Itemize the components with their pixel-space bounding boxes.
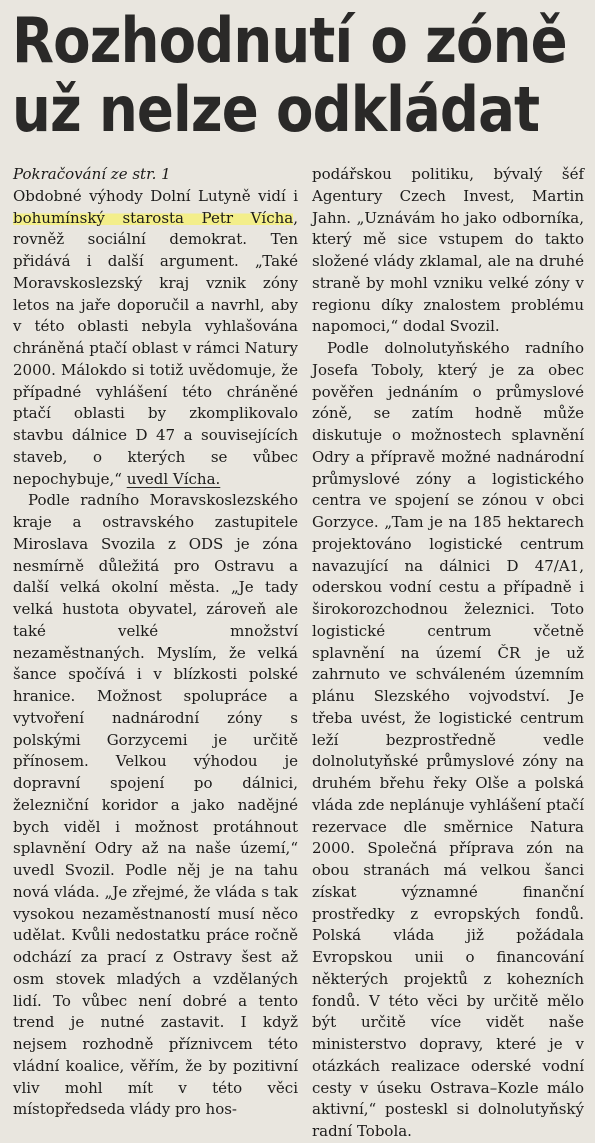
right-paragraph-1: podářskou politiku, bývalý šéf Agentury Czech Invest, Martin Jahn. „Uznávám ho jako odborníka, který mě sice vstupem do takto složené vlády zklamal, ale na druhé straně by mohl vzniku velké zóny v regionu díky znalostem problému napomoci,“ dodal Svozil. [312, 165, 584, 336]
headline-line-1: Rozhodnutí o zóně [12, 4, 567, 77]
article-headline [12, 4, 567, 146]
headline-line-2: už nelze odkládat [12, 73, 540, 146]
right-paragraph-2: Podle dolnolutyňského radního Josefa Toboly, který je za obec pověřen jednáním o průmyslové zóně, se zatím hodně může diskutuje o možnostech splavnění Odry a přípravě možné nadnárodní průmyslové zóny a logistického centra ve spojení se zónou v obci Gorzyce. „Tam je na 185 hektarech projektováno logistické centrum navazující na dálnici D 47/A1, oderskou vodní cestu a případně i širokorozchodnou železnici. Toto logistické centrum včetně splavnění na území ČR je už zahrnuto ve schváleném územním plánu Slezského vojvodství. Je třeba uvést, že logistické centrum leží bezprostředně vedle dolnolutyňské průmyslové zóny na druhém břehu řeky Olše a polská vláda zde neplánuje vyhlášení ptačí rezervace dle směrnice Natura 2000. Společná příprava zón na obou stranách má velkou šanci získat významné finanční prostředky z evropských fondů. Polská vláda již požádala Evropskou unii o financování některých projektů z kohezních fondů. V této věci by určitě mělo být určitě více vidět naše ministerstvo dopravy, které je v otázkách realizace oderské vodní cesty v úseku Ostrava–Kozle málo aktivní,“ posteskl si dolnolutyňský radní Tobola. [312, 339, 584, 1140]
underlined-attribution: uvedl Vícha. [126, 469, 221, 488]
left-paragraph-1 [13, 164, 298, 490]
continuation-kicker: Pokračování ze str. 1 [13, 165, 171, 183]
column-gutter [304, 164, 305, 1124]
left-paragraph-2: Podle radního Moravskoslezského kraje a ostravského zastupitele Miroslava Svozila z ODS je zóna nesmírně důležitá pro Ostravu a další velká okolní města. „Je tady velká hustota obyvatel, zároveň ale také velké množství nezaměstnaných. Myslím, že velká šance spočívá i v blízkosti polské hranice. Možnost spolupráce a vytvoření nadnárodní zóny s polskými Gorzycemi je určitě přínosem. Velkou výhodou je dopravní spojení po dálnici, železniční koridor a jako nadějné bych viděl i možnost protáhnout splavnění Odry až na naše území,“ uvedl Svozil. Podle něj je na tahu nová vláda. „Je zřejmé, že vláda s tak vysokou nezaměstnaností musí něco udělat. Kvůli nedostatku práce ročně odchází za prací z Ostravy šest až osm stovek mladých a vzdělaných lidí. To vůbec není dobré a tento trend je nutné zastavit. I když nejsem rozhodně příznivcem této vládní koalice, věřím, že by pozitivní vliv mohl mít v této věci místopředseda vlády pro hos- [13, 491, 298, 1119]
paragraph-text: , rovněž sociální demokrat. Ten přidává i další argument. „Také Moravskoslezský kraj vznik zóny letos na jaře doporučil a navrhl, aby v této oblasti nebyla vyhlašována chráněná ptačí oblast v rámci Natury 2000. Málokdo si totiž uvědomuje, že případné vyhlášení této chráněné ptačí oblasti by zkomplikovalo stavbu dálnice D 47 a souvisejících staveb, o kterých se vůbec nepochybuje,“ [13, 208, 298, 488]
highlighted-name: bohumínský starosta Petr Vícha [13, 208, 294, 227]
paragraph-text: Obdobné výhody Dolní Lutyně vidí i [13, 186, 298, 205]
left-column [13, 164, 298, 1121]
right-column [312, 164, 584, 1143]
